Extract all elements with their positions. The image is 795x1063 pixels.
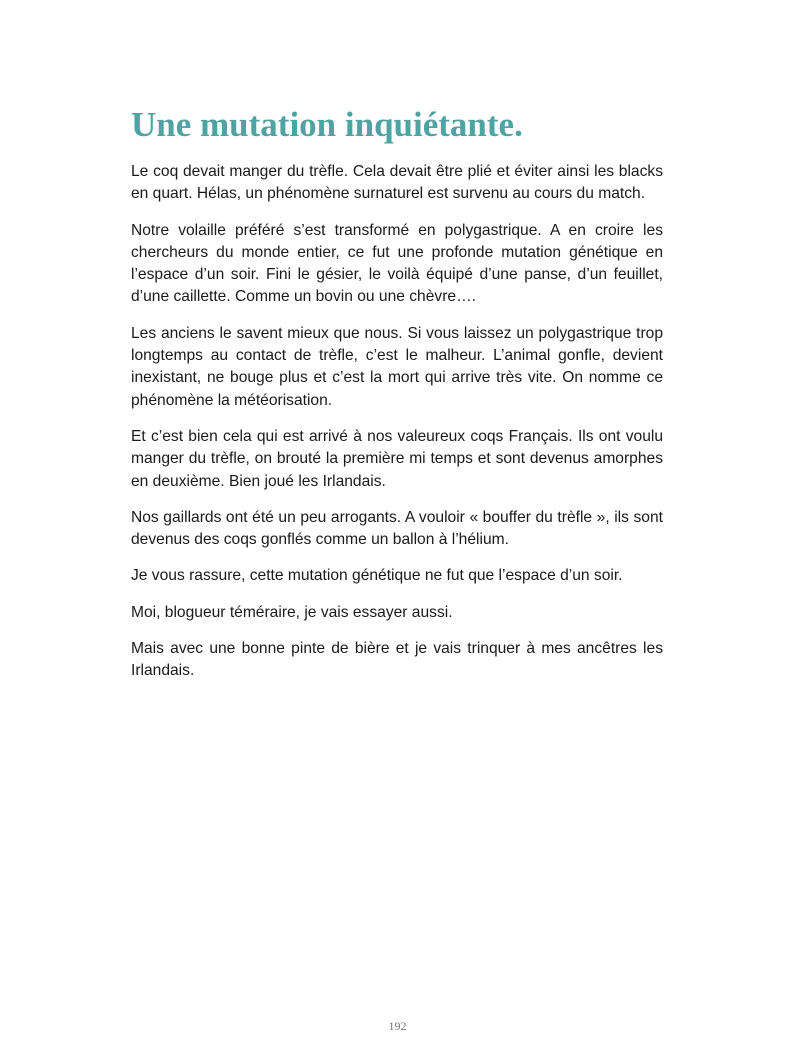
paragraph-4: Et c’est bien cela qui est arrivé à nos valeureux coqs Français. Ils ont voulu manger du trèfle, on brouté la première mi temps et sont devenus amorphes en deuxième. Bien joué les Irlandais. [131,427,663,490]
paragraph-6: Je vous rassure, cette mutation génétique ne fut que l’espace d’un soir. [131,567,623,585]
article-body [131,161,663,697]
page-title: Une mutation inquiétante. [131,105,523,144]
paragraph-3: Les anciens le savent mieux que nous. Si vous laissez un polygastrique trop longtemps au contact de trèfle, c’est le malheur. L’animal gonfle, devient inexistant, ne bouge plus et c’est la mort qui arrive très vite. On nomme ce phénomène la météorisation. [131,324,663,409]
paragraph-5: Nos gaillards ont été un peu arrogants. A vouloir « bouffer du trèfle », ils sont devenus des coqs gonflés comme un ballon à l’hélium. [131,508,663,549]
page-number: 192 [388,1019,407,1033]
paragraph-2: Notre volaille préféré s’est transformé en polygastrique. A en croire les chercheurs du monde entier, ce fut une profonde mutation génétique en l’espace d’un soir. Fini le gésier, le voilà équipé d’une panse, d’un feuillet, d’une caillette. Comme un bovin ou une chèvre…. [131,221,663,306]
paragraph-1: Le coq devait manger du trèfle. Cela devait être plié et éviter ainsi les blacks en quart. Hélas, un phénomène surnaturel est survenu au cours du match. [131,163,663,203]
paragraph-8: Mais avec une bonne pinte de bière et je vais trinquer à mes ancêtres les Irlandais. [131,640,663,680]
paragraph-7: Moi, blogueur téméraire, je vais essayer aussi. [131,603,453,621]
